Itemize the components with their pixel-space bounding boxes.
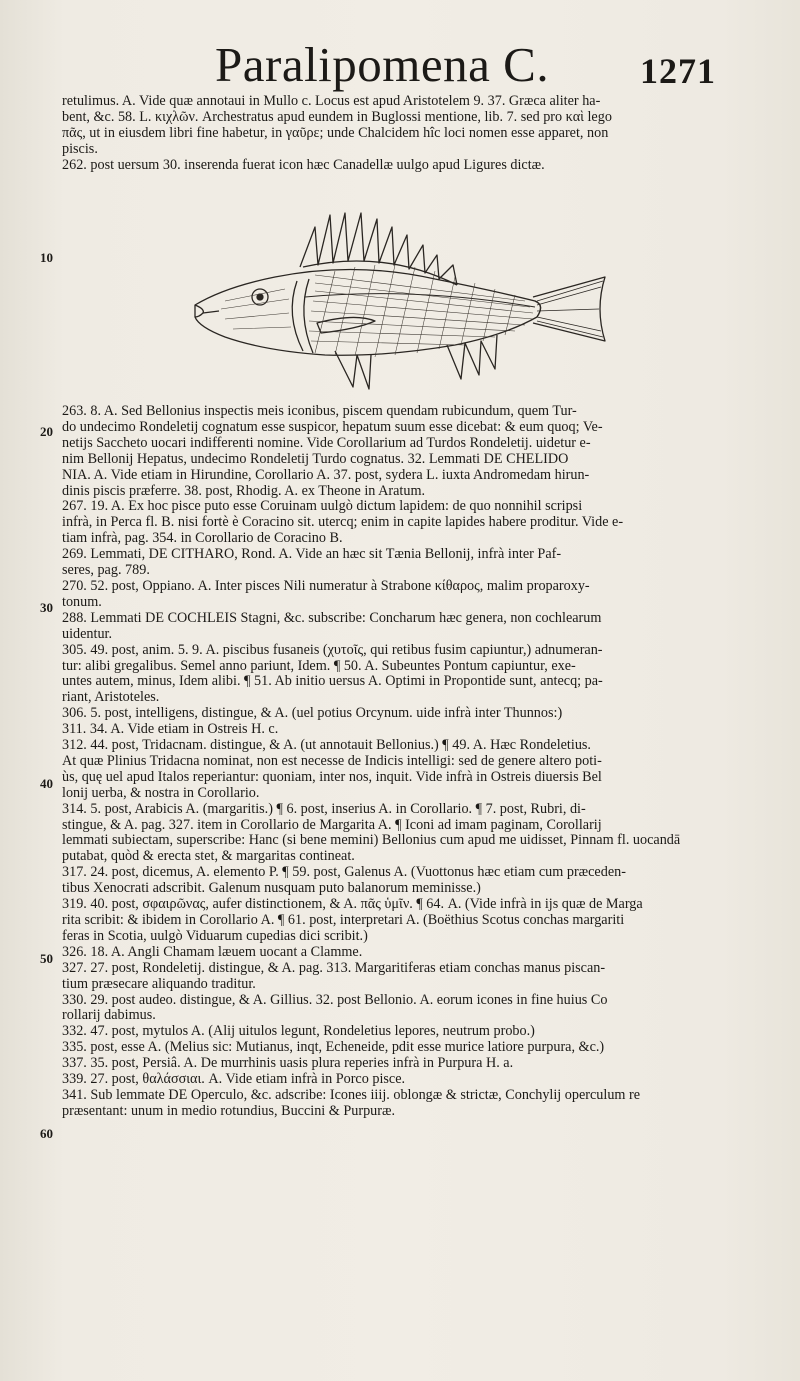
text-line: untes autem, minus, Idem alibi. ¶ 51. Ab initio uersus A. Optimi in Propontide sunt, antecq; pa- bbox=[62, 674, 603, 690]
text-line: præsentant: unum in medio rotundius, Buccini & Purpuræ. bbox=[62, 1103, 395, 1119]
text-line: ùs, quę uel apud Italos reperiantur: quoniam, inter nos, inquit. Vide infrà in Ostreis diuersis Bel bbox=[62, 769, 602, 785]
text-line: 262. post uersum 30. inserenda fuerat icon hæc Canadellæ uulgo apud Ligures dictæ. bbox=[62, 157, 545, 173]
margin-line-number: 60 bbox=[40, 1126, 53, 1141]
text-line: do undecimo Rondeletij cognatum esse suspicor, hepatum suum esse dicebat: & eum quoq; Ve- bbox=[62, 419, 603, 435]
text-line: 326. 18. A. Angli Chamam læuem uocant a Clamme. bbox=[62, 944, 363, 960]
text-line: riant, Aristoteles. bbox=[62, 690, 160, 706]
text-line: 288. Lemmati DE COCHLEIS Stagni, &c. subscribe: Concharum hæc genera, non cochlearum bbox=[62, 610, 602, 626]
text-line: 341. Sub lemmate DE Operculo, &c. adscribe: Icones iiij. oblongæ & strictæ, Conchylij operculum re bbox=[62, 1087, 641, 1103]
text-line: putabat, quòd & erecta stet, & margaritas contineat. bbox=[62, 849, 355, 865]
text-line: tibus Xenocrati adscribit. Galenum nusquam puto balanorum meminisse.) bbox=[62, 881, 481, 897]
text-line: rita scribit: & ibidem in Corollario A. ¶ 61. post, interpretari A. (Boëthius Scotus conchas margariti bbox=[62, 913, 625, 928]
text-line: 305. 49. post, anim. 5. 9. A. piscibus fusaneis (χυτοῖς, qui retibus fusim capiuntur,) adnumeran- bbox=[62, 642, 603, 658]
text-line: 339. 27. post, θαλάσσιαι. A. Vide etiam infrà in Porco pisce. bbox=[62, 1072, 406, 1088]
text-line: 306. 5. post, intelligens, distingue, & A. (uel potius Orcynum. uide infrà inter Thunnos:) bbox=[62, 706, 563, 722]
page-number: 1271 bbox=[640, 51, 716, 91]
text-line: nim Bellonij Hepatus, undecimo Rondeletij Turdo cognatus. 32. Lemmati DE CHELIDO bbox=[62, 451, 569, 467]
text-line: uidentur. bbox=[62, 626, 113, 642]
text-line: 267. 19. A. Ex hoc pisce puto esse Coruinam uulgò dictum lapidem: de quo nonnihil scripsi bbox=[62, 499, 583, 515]
text-line: rollarij dabimus. bbox=[62, 1008, 156, 1024]
margin-line-number: 10 bbox=[40, 250, 53, 265]
text-line: 335. post, esse A. (Melius sic: Mutianus, inqt, Echeneide, pdit esse murice latiore purpura, &c.) bbox=[62, 1040, 605, 1056]
fish-woodcut-illustration bbox=[185, 205, 615, 395]
text-line: tur: alibi gregalibus. Semel anno pariunt, Idem. ¶ 50. A. Subeuntes Pontum capiuntur, exe- bbox=[62, 658, 576, 674]
text-line: feras in Scotia, uulgò Viduarum cupedias dici scribit.) bbox=[62, 928, 368, 944]
top-paragraph bbox=[62, 94, 712, 174]
text-line: tiam infrà, pag. 354. in Corollario de Coracino B. bbox=[62, 531, 343, 547]
text-line: piscis. bbox=[62, 141, 98, 157]
text-line: dinis piscis præferre. 38. post, Rhodig. A. ex Theone in Aratum. bbox=[62, 483, 426, 499]
text-line: seres, pag. 789. bbox=[62, 563, 150, 579]
text-line: retulimus. A. Vide quæ annotaui in Mullo c. Locus est apud Aristotelem 9. 37. Græca aliter ha- bbox=[62, 94, 601, 109]
text-line: bent, &c. 58. L. κιχλῶν. Archestratus apud eundem in Buglossi mentione, lib. 7. sed pro καὶ lego bbox=[62, 109, 612, 125]
text-line: πᾶς, ut in eiusdem libri fine habetur, in γαῦρε; unde Chalcidem hîc loci nomen esse apparet, non bbox=[62, 125, 609, 141]
text-line: 330. 29. post audeo. distingue, & A. Gillius. 32. post Bellonio. A. eorum icones in fine huius Co bbox=[62, 992, 608, 1008]
text-line: stingue, & A. pag. 327. item in Corollario de Margarita A. ¶ Iconi ad imam paginam, Corollarij bbox=[62, 817, 602, 833]
text-line: 270. 52. post, Oppiano. A. Inter pisces Nili numeratur à Strabone κίθαρος, malim proparoxy- bbox=[62, 578, 590, 594]
text-line: At quæ Plinius Tridacna nominat, non est necesse de Indicis intelligi: sed de genere altero poti- bbox=[62, 753, 602, 769]
text-line: NIA. A. Vide etiam in Hirundine, Corollario A. 37. post, sydera L. iuxta Andromedam hirun- bbox=[62, 467, 590, 483]
page-title: Paralipomena C. bbox=[215, 37, 550, 92]
text-line: tonum. bbox=[62, 594, 102, 610]
text-line: 263. 8. A. Sed Bellonius inspectis meis iconibus, piscem quendam rubicundum, quem Tur- bbox=[62, 404, 577, 419]
text-line: 311. 34. A. Vide etiam in Ostreis H. c. bbox=[62, 722, 279, 738]
text-line: 269. Lemmati, DE CITHARO, Rond. A. Vide an hæc sit Tænia Bellonij, infrà inter Paf- bbox=[62, 547, 562, 563]
text-line: 332. 47. post, mytulos A. (Alij uitulos legunt, Rondeletius lepores, neutrum probo.) bbox=[62, 1024, 535, 1040]
text-line: infrà, in Perca fl. B. nisi fortè è Coracino sit. utercq; enim in capite lapides habere proditur. Vide e- bbox=[62, 515, 624, 531]
text-line: 314. 5. post, Arabicis A. (margaritis.) ¶ 6. post, inserius A. in Corollario. ¶ 7. post, Rubri, di- bbox=[62, 801, 586, 817]
text-line: 317. 24. post, dicemus, A. elemento P. ¶ 59. post, Galenus A. (Vuottonus hæc etiam cum præceden- bbox=[62, 865, 626, 881]
text-line: 337. 35. post, Persiâ. A. De murrhinis uasis plura reperies infrà in Purpura H. a. bbox=[62, 1056, 514, 1072]
text-line: netijs Saccheto uocari indifferenti nomine. Vide Corollarium ad Turdos Rondeletij. uidetur e- bbox=[62, 435, 591, 451]
margin-line-number: 30 bbox=[40, 600, 53, 615]
main-text-column bbox=[62, 404, 712, 1120]
text-line: lemmati subiectam, superscribe: Hanc (si bene memini) Bellonius cum apud me uidisset, Pinnam fl. uocandā bbox=[62, 833, 681, 849]
margin-line-number: 50 bbox=[40, 951, 53, 966]
margin-line-number: 40 bbox=[40, 776, 53, 791]
margin-line-number: 20 bbox=[40, 424, 53, 439]
text-line: 319. 40. post, σφαιρῶνας, aufer distinctionem, & A. πᾶς ὑμῖν. ¶ 64. A. (Vide infrà in ijs quæ de Marga bbox=[62, 897, 643, 913]
text-line: tium præsecare aliquando traditur. bbox=[62, 976, 256, 992]
running-header bbox=[0, 36, 800, 96]
text-line: 312. 44. post, Tridacnam. distingue, & A. (ut annotauit Bellonius.) ¶ 49. A. Hæc Rondeletius. bbox=[62, 738, 591, 754]
text-line: 327. 27. post, Rondeletij. distingue, & A. pag. 313. Margaritiferas etiam conchas manus piscan- bbox=[62, 960, 606, 976]
text-line: lonij uerba, & nostra in Corollario. bbox=[62, 785, 260, 801]
